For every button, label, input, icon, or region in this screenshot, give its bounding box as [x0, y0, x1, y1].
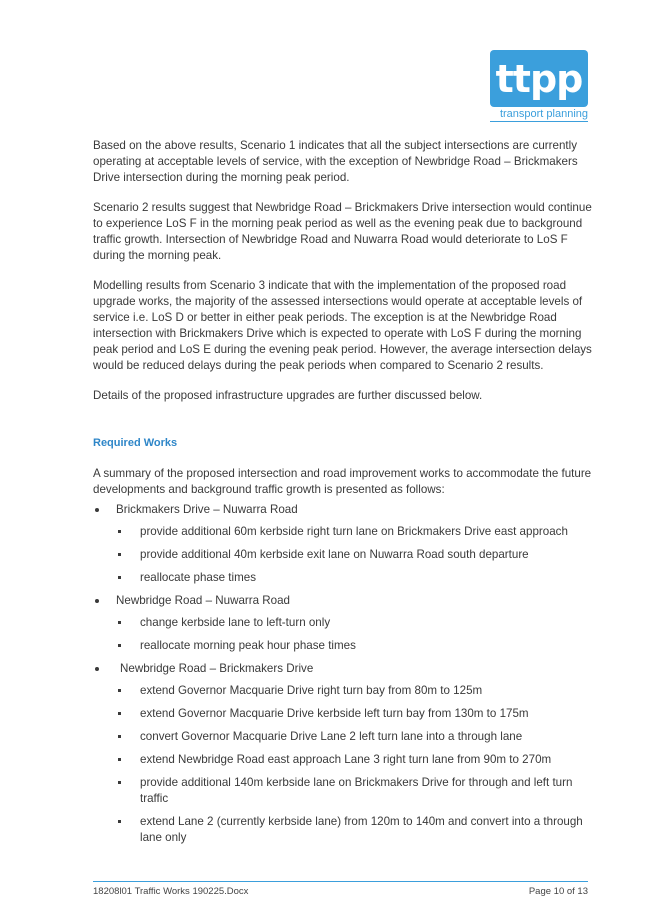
work-subitem: extend Governor Macquarie Drive kerbside left turn bay from 130m to 175m [93, 706, 595, 722]
section-intro: A summary of the proposed intersection and road improvement works to accommodate the future developments and background traffic growth is presented as follows: [93, 467, 592, 496]
logo-mark: ttpp [490, 50, 588, 107]
work-subitem: extend Lane 2 (currently kerbside lane) from 120m to 140m and convert into a through lane only [93, 814, 595, 846]
footer-page-number: Page 10 of 13 [528, 886, 588, 897]
company-logo [490, 50, 588, 122]
work-subitem: reallocate morning peak hour phase times [93, 638, 595, 654]
intersection-item: Brickmakers Drive – Nuwarra Road [93, 502, 595, 518]
intersection-item: Newbridge Road – Brickmakers Drive [93, 661, 595, 677]
paragraph: Details of the proposed infrastructure upgrades are further discussed below. [93, 389, 483, 402]
document-body [93, 138, 595, 853]
work-subitem: reallocate phase times [93, 570, 595, 586]
work-subitem: convert Governor Macquarie Drive Lane 2 left turn lane into a through lane [93, 729, 595, 745]
work-subitem: extend Governor Macquarie Drive right turn bay from 80m to 125m [93, 683, 595, 699]
work-subitem: extend Newbridge Road east approach Lane 3 right turn lane from 90m to 270m [93, 752, 595, 768]
intersection-item: Newbridge Road – Nuwarra Road [93, 593, 595, 609]
footer-doc-name: 18208l01 Traffic Works 190225.Docx [93, 886, 249, 897]
paragraph: Based on the above results, Scenario 1 indicates that all the subject intersections are currently operating at acceptable levels of service, with the exception of Newbridge Road – Brickmakers Drive intersection during the morning peak period. [93, 139, 578, 184]
logo-tagline: transport planning [490, 108, 588, 122]
work-subitem: provide additional 40m kerbside exit lane on Nuwarra Road south departure [93, 547, 595, 563]
work-subitem: provide additional 140m kerbside lane on Brickmakers Drive for through and left turn traffic [93, 775, 595, 807]
paragraph: Scenario 2 results suggest that Newbridge Road – Brickmakers Drive intersection would continue to experience LoS F in the morning peak period as well as the evening peak due to background traffic growth. Intersection of Newbridge Road and Nuwarra Road would deteriorate to LoS F during the morning peak. [93, 201, 592, 262]
work-subitem: provide additional 60m kerbside right turn lane on Brickmakers Drive east approach [93, 524, 595, 540]
work-subitem: change kerbside lane to left-turn only [93, 615, 595, 631]
works-list [93, 502, 595, 846]
paragraph: Modelling results from Scenario 3 indicate that with the implementation of the proposed road upgrade works, the majority of the assessed intersections would operate at acceptable levels of service i.e. LoS D or better in either peak periods. The exception is at the Newbridge Road intersection with Brickmakers Drive which is expected to operate with LoS F during the morning peak period and LoS E during the evening peak period. However, the average intersection delays would be reduced delays during the peak periods when compared to Scenario 2 results. [93, 279, 592, 372]
page-footer [93, 881, 588, 897]
section-heading: Required Works [93, 437, 178, 449]
